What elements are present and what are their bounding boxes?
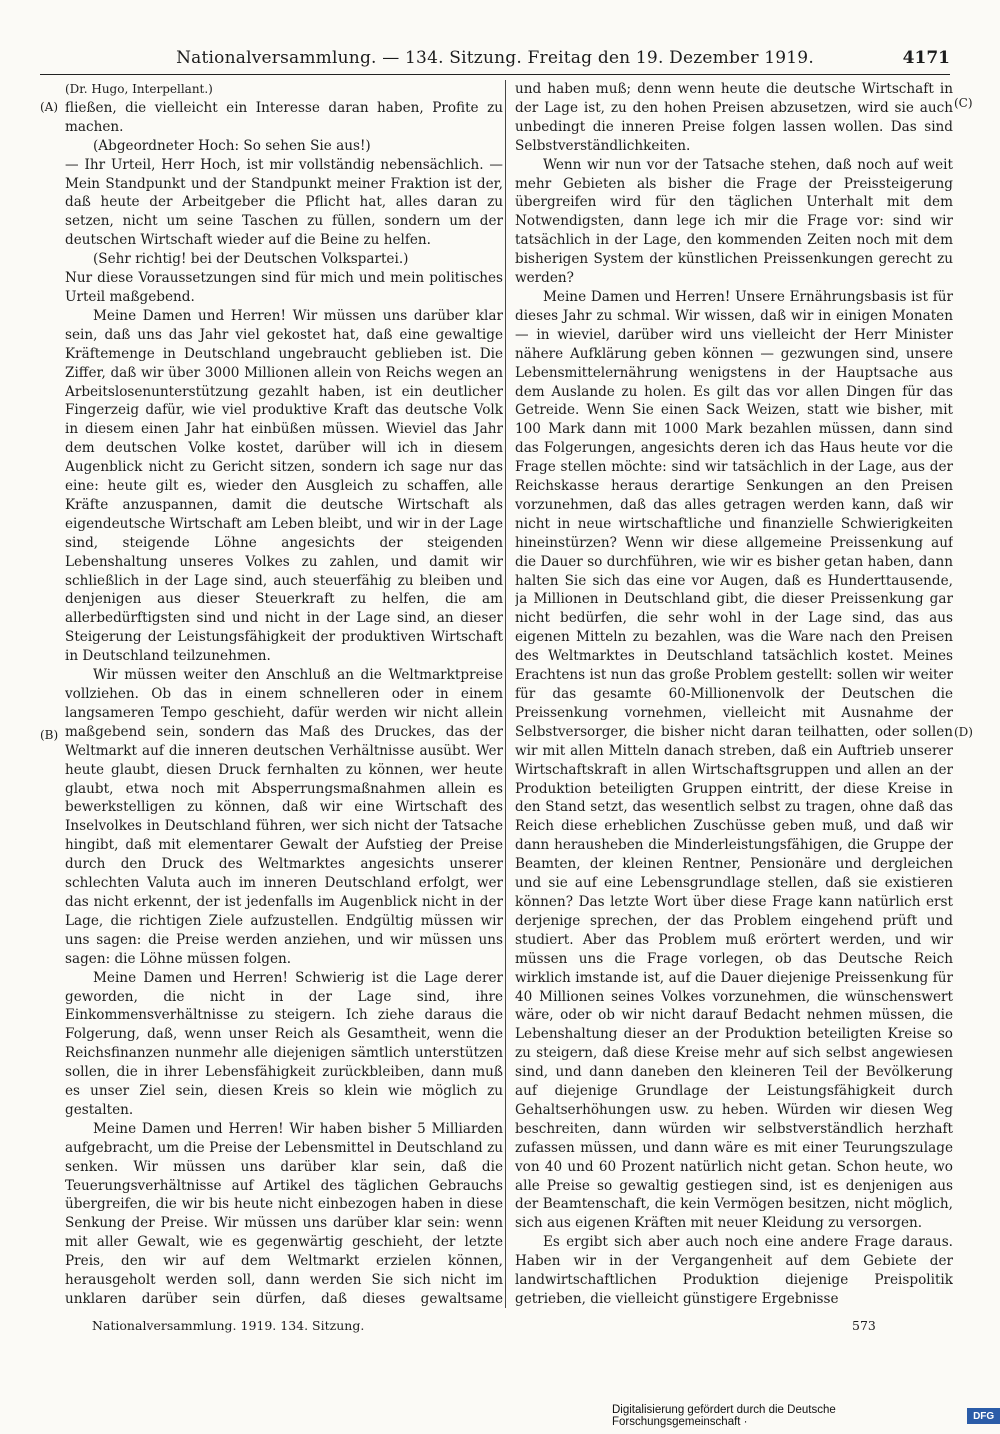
paragraph: Wenn wir nun vor der Tatsache stehen, daß noch auf weit mehr Gebieten als bisher die Frage der Preissteigerung übergreifen wird für den täglichen Unterhalt mit dem Notwendigsten, dann lege ich mir die Frage vor: sind wir tatsächlich in der Lage, den kommenden Zeiten noch mit dem bisherigen System der künstlichen Preissenkungen gerecht zu werden? [515,156,953,287]
page-header [40,44,950,75]
paragraph: Meine Damen und Herren! Unsere Ernährungsbasis ist für dieses Jahr zu schmal. Wir wissen, daß wir in einigen Monaten — in wieviel, darüber wird uns vielleicht der Herr Minister nähere Aufklärung geben können — gezwungen sind, unsere Lebensmittelernährung wenigstens in der Hauptsache aus dem Auslande zu holen. Es gilt das vor allen Dingen für das Getreide. Wenn Sie einen Sack Weizen, statt wie bisher, mit 100 Mark dann mit 1000 Mark bezahlen müssen, dann sind das Folgerungen, angesichts deren ich das Haus heute vor die Frage stellen möchte: sind wir tatsächlich in der Lage, aus der Reichskasse heraus derartige Senkungen an den Preisen vorzunehmen, daß das alles getragen werden kann, daß wir nicht in neue wirtschaftliche und finanzielle Schwierigkeiten hineinstürzen? Wenn wir diese allgemeine Preissenkung auf die Dauer so durchführen, wie wir es bisher getan haben, dann halten Sie sich das eine vor Augen, daß es Hunderttausende, ja Millionen in Deutschland gibt, die dieser Preissenkung gar nicht bedürfen, die sehr wohl in der Lage sind, das aus eigenen Mitteln zu bezahlen, was die Ware nach den Preisen des Weltmarktes in Deutschland tatsächlich kostet. Meines Erachtens ist nun das große Problem gestellt: sollen wir weiter für das gesamte 60-Millionenvolk der Deutschen die Preissenkung vornehmen, vielleicht mit Ausnahme der Selbstversorger, die bisher nicht daran teilhatten, oder sollen wir mit allen Mitteln danach streben, daß ein Auftrieb unserer Wirtschaftskraft in allen Wirtschaftsgruppen und allen an der Produktion beteiligten Gruppen eintritt, der diese Kreise in den Stand setzt, das wesentlich selbst zu tragen, ohne daß das Reich diese erheblichen Zuschüsse geben muß, und daß wir dann herausheben die Minderleistungsfähigen, die Gruppe der Beamten, der kleinen Rentner, Pensionäre und dergleichen und sie auf eine Lebensgrundlage stellen, daß sie existieren können? Das letzte Wort über diese Frage kann natürlich erst derjenige sprechen, der das Problem eingehend prüft und studiert. Aber das Problem muß erörtert werden, und wir müssen uns die Frage vorlegen, ob das Deutsche Reich wirklich imstande ist, auf die Dauer diejenige Preissenkung für 40 Millionen seines Volkes vorzunehmen, die wünschenswert wäre, oder ob wir nicht darauf Bedacht nehmen müssen, die Lebenshaltung dieser an der Produktion beteiligten Kreise so zu steigern, daß diese Kreise mehr auf sich selbst angewiesen sind, und dann daneben den kleineren Teil der Bevölkerung auf diejenige Grundlage der Leistungsfähigkeit durch Gehaltserhöhungen usw. zu heben. Würden wir diesen Weg beschreiten, dann würden wir selbstverständlich herzhaft zufassen müssen, und dann wäre es mit einer Teurungszulage von 40 und 60 Prozent natürlich nicht getan. Schon heute, wo alle Preise so gewaltig gestiegen sind, ist es denjenigen aus der Beamtenschaft, die kein Vermögen besitzen, nicht möglich, sich aus eigenen Kräften mit neuer Kleidung zu versorgen. [515,288,953,1232]
paragraph: fließen, die vielleicht ein Interesse daran haben, Profite zu machen. [65,99,503,135]
paragraph: Meine Damen und Herren! Wir müssen uns darüber klar sein, daß uns das Jahr viel gekostet hat, daß eine gewaltige Kräftemenge in Deutschland ungebraucht geblieben ist. Die Ziffer, daß wir über 3000 Millionen allein von Reichs wegen an Arbeitslosenunterstützung gezahlt haben, ist ein deutlicher Fingerzeig dafür, wie viel produktive Kraft das deutsche Volk in diesem einen Jahr hat einbüßen müssen. Wieviel das Jahr dem deutschen Volke kostet, darüber will ich in diesem Augenblick nicht zu Gericht sitzen, sondern ich sage nur das eine: heute gilt es, wieder den Ausgleich zu schaffen, alle Kräfte anzuspannen, damit die deutsche Wirtschaft als eigendeutsche Wirtschaft am Leben bleibt, und wir in der Lage sind, steigende Löhne angesichts der steigenden Lebenshaltung unseres Volkes zu zahlen, und damit wir schließlich in der Lage sind, auch steuerfähig zu bleiben und denjenigen aus dieser Steuerkraft zu helfen, die am allerbedürftigsten sind und nicht in der Lage sind, an dieser Steigerung der Leistungsfähigkeit der produktiven Wirtschaft in Deutschland teilzunehmen. [65,307,503,665]
page-number: 4171 [902,48,950,68]
paragraph: Nur diese Voraussetzungen sind für mich und mein politisches Urteil maßgebend. [65,270,503,305]
interjection: (Abgeordneter Hoch: So sehen Sie aus!) [93,137,371,154]
paragraph: Wir müssen weiter den Anschluß an die Weltmarktpreise vollziehen. Ob das in einem schnelleren oder in einem langsameren Tempo geschieht, dafür werden wir nicht allein maßgebend sein, sondern das Maß des Druckes, das der Weltmarkt auf die inneren deutschen Verhältnisse ausübt. Wer heute glaubt, diesen Druck fernhalten zu können, wer heute glaubt, etwa noch mit Absperrungsmaßnahmen allein es bewerkstelligen zu können, daß wir eine Wirtschaft des Inselvolkes in Deutschland führen, wer sich nicht der Tatsache hingibt, daß mit elementarer Gewalt der Aufstieg der Preise durch den Druck des Weltmarktes angesichts unserer schlechten Valuta auch im inneren Deutschland erfolgt, wer das nicht erkennt, der ist jedenfalls im Augenblick nicht in der Lage, die richtigen Ziele aufzustellen. Endgültig müssen wir uns sagen: die Preise werden anziehen, und wir müssen uns sagen: die Löhne müssen folgen. [65,667,503,967]
paragraph: Meine Damen und Herren! Schwierig ist die Lage derer geworden, die nicht in der Lage sind, ihre Einkommensverhältnisse zu steigern. Ich ziehe daraus die Folgerung, daß, wenn unser Reich als Gesamtheit, wenn die Reichsfinanzen nunmehr alle diejenigen sämtlich unterstützen sollen, die in ihrer Lebensfähigkeit zurückbleiben, dann muß es unser Ziel sein, diesen Kreis so klein wie möglich zu gestalten. [65,969,503,1118]
paragraph: und haben muß; denn wenn heute die deutsche Wirtschaft in der Lage ist, zu den hohen Preisen abzusetzen, wird sie auch unbedingt die inneren Preise folgen lassen wollen. Das sind Selbstverständlichkeiten. [515,81,953,154]
paragraph: Meine Damen und Herren! Wir haben bisher 5 Milliarden aufgebracht, um die Preise der Lebensmittel in Deutschland zu senken. Wir müssen uns darüber klar sein, daß die Teuerungsverhältnisse auf Artikel des täglichen Gebrauchs übergreifen, die wir bis heute nicht einbezogen haben in diese Senkung der Preise. Wir müssen uns darüber klar sein: wenn mit aller Gewalt, wie es gegenwärtig geschieht, der letzte Preis, den wir auf dem Weltmarkt erzielen können, herausgeholt werden soll, dann werden Sie sich nicht im unklaren darüber sein dürfen, daß dieses gewaltsame [65,1120,503,1307]
margin-marker-b: (B) [40,728,59,742]
footer-publication: Nationalversammlung. 1919. 134. Sitzung. [92,1318,365,1333]
funding-notice [612,1406,1000,1426]
interjection: (Sehr richtig! bei der Deutschen Volkspartei.) [93,251,409,268]
margin-marker-d: (D) [954,725,973,739]
left-column [65,80,503,1308]
speaker-caption: (Dr. Hugo, Interpellant.) [65,82,213,96]
margin-marker-a: (A) [40,100,59,114]
right-column [515,80,953,1308]
funding-text: Digitalisierung gefördert durch die Deutsche Forschungsgemeinschaft · [612,1404,836,1428]
column-divider [505,80,506,1308]
paragraph: Es ergibt sich aber auch noch eine andere Frage daraus. Haben wir in der Vergangenheit auf dem Gebiete der landwirtschaftlichen Produktion diejenige Preispolitik getrieben, die vielleicht günstigere Ergebnisse [515,1234,953,1307]
margin-marker-c: (C) [954,96,973,110]
footer-sheet-number: 573 [852,1318,876,1333]
dfg-logo: DFG [967,1408,1000,1424]
paragraph: — Ihr Urteil, Herr Hoch, ist mir vollständig nebensächlich. — Mein Standpunkt und der Standpunkt meiner Fraktion ist der, daß heute der Arbeitgeber die Pflicht hat, alles daran zu setzen, nicht um seine Taschen zu füllen, sondern um der deutschen Wirtschaft wieder auf die Beine zu helfen. [65,156,503,249]
header-title: Nationalversammlung. — 134. Sitzung. Freitag den 19. Dezember 1919. [176,48,814,68]
